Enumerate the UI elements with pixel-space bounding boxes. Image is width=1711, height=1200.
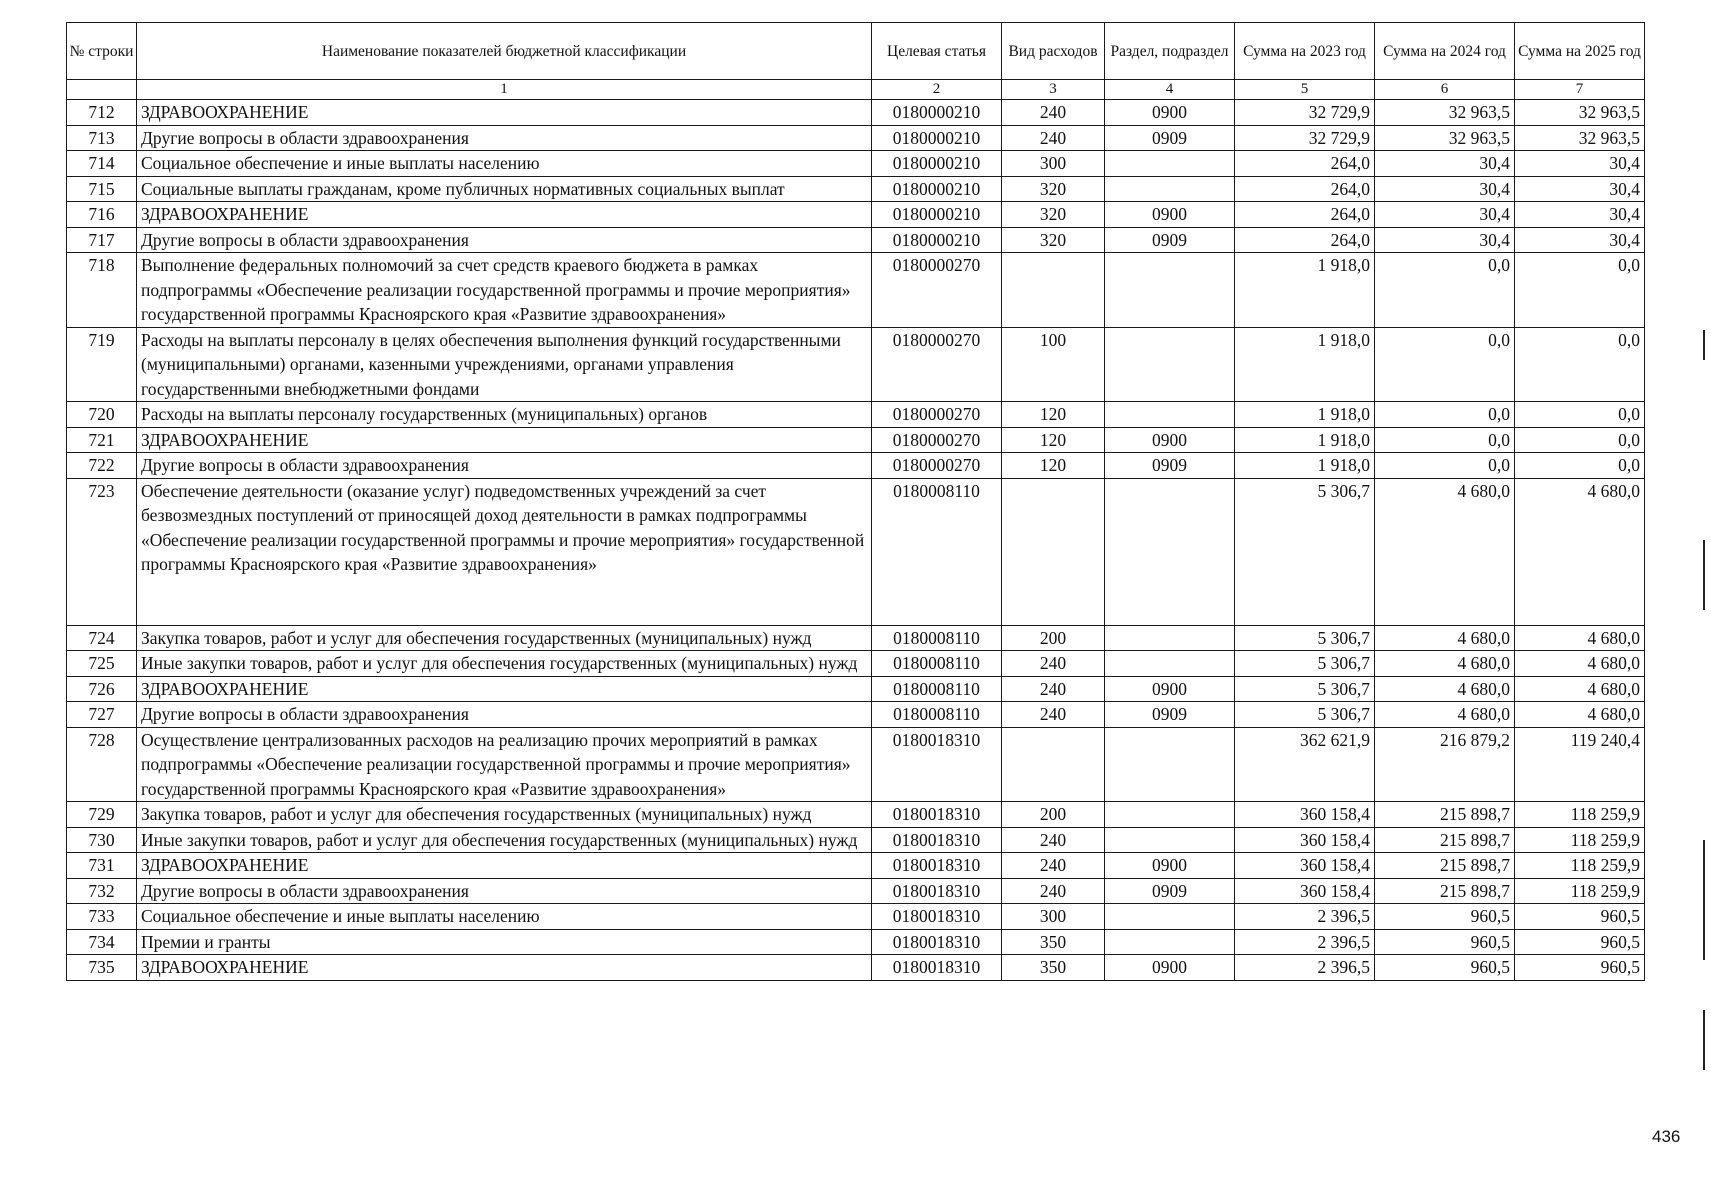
sum-2023-cell: 1 918,0 <box>1235 327 1375 402</box>
expense-type-cell: 320 <box>1002 202 1105 228</box>
sum-2024-cell: 0,0 <box>1375 402 1515 428</box>
row-number-cell: 731 <box>67 853 137 879</box>
col-number: 2 <box>872 80 1002 100</box>
section-cell: 0900 <box>1105 100 1235 126</box>
sum-2023-cell: 2 396,5 <box>1235 955 1375 981</box>
row-number-cell: 728 <box>67 727 137 802</box>
target-article-cell: 0180000270 <box>872 253 1002 328</box>
sum-2025-cell: 4 680,0 <box>1515 676 1645 702</box>
target-article-cell: 0180008110 <box>872 651 1002 677</box>
row-number-cell: 725 <box>67 651 137 677</box>
table-row <box>67 878 1645 904</box>
section-cell <box>1105 727 1235 802</box>
target-article-cell: 0180000210 <box>872 202 1002 228</box>
table-row <box>67 929 1645 955</box>
target-article-cell: 0180000210 <box>872 151 1002 177</box>
indicator-name-cell: ЗДРАВООХРАНЕНИЕ <box>137 676 872 702</box>
section-cell <box>1105 827 1235 853</box>
target-article-cell: 0180008110 <box>872 478 1002 625</box>
table-row <box>67 802 1645 828</box>
sum-2023-cell: 264,0 <box>1235 202 1375 228</box>
sum-2023-cell: 2 396,5 <box>1235 904 1375 930</box>
table-row <box>67 904 1645 930</box>
row-number-cell: 722 <box>67 453 137 479</box>
scan-edge-mark <box>1703 330 1705 360</box>
col-header-expense-type: Вид расходов <box>1002 23 1105 80</box>
target-article-cell: 0180018310 <box>872 878 1002 904</box>
sum-2023-cell: 5 306,7 <box>1235 478 1375 625</box>
target-article-cell: 0180000210 <box>872 125 1002 151</box>
sum-2024-cell: 4 680,0 <box>1375 478 1515 625</box>
target-article-cell: 0180008110 <box>872 702 1002 728</box>
column-number-row <box>67 80 1645 100</box>
sum-2023-cell: 360 158,4 <box>1235 827 1375 853</box>
row-number-cell: 732 <box>67 878 137 904</box>
sum-2024-cell: 4 680,0 <box>1375 651 1515 677</box>
section-cell: 0909 <box>1105 227 1235 253</box>
indicator-name-cell: Другие вопросы в области здравоохранения <box>137 227 872 253</box>
sum-2024-cell: 215 898,7 <box>1375 853 1515 879</box>
indicator-name-cell: Социальные выплаты гражданам, кроме публичных нормативных социальных выплат <box>137 176 872 202</box>
table-row <box>67 702 1645 728</box>
indicator-name-cell: Иные закупки товаров, работ и услуг для обеспечения государственных (муниципальных) нужд <box>137 827 872 853</box>
target-article-cell: 0180018310 <box>872 904 1002 930</box>
sum-2024-cell: 0,0 <box>1375 427 1515 453</box>
indicator-name-cell: Закупка товаров, работ и услуг для обеспечения государственных (муниципальных) нужд <box>137 802 872 828</box>
sum-2024-cell: 30,4 <box>1375 202 1515 228</box>
sum-2023-cell: 2 396,5 <box>1235 929 1375 955</box>
target-article-cell: 0180000210 <box>872 227 1002 253</box>
indicator-name-cell: Осуществление централизованных расходов на реализацию прочих мероприятий в рамках подпрограммы «Обеспечение реализации государственной программы и прочие мероприятия» государственной программы Красноярского края «Развитие здравоохранения» <box>137 727 872 802</box>
expense-type-cell: 240 <box>1002 878 1105 904</box>
section-cell <box>1105 176 1235 202</box>
target-article-cell: 0180018310 <box>872 955 1002 981</box>
col-header-row-number: № строки <box>67 23 137 80</box>
row-number-cell: 714 <box>67 151 137 177</box>
section-cell <box>1105 651 1235 677</box>
section-cell <box>1105 929 1235 955</box>
indicator-name-cell: Иные закупки товаров, работ и услуг для обеспечения государственных (муниципальных) нужд <box>137 651 872 677</box>
sum-2023-cell: 264,0 <box>1235 176 1375 202</box>
target-article-cell: 0180000270 <box>872 427 1002 453</box>
sum-2025-cell: 0,0 <box>1515 327 1645 402</box>
sum-2024-cell: 4 680,0 <box>1375 702 1515 728</box>
indicator-name-cell: Другие вопросы в области здравоохранения <box>137 702 872 728</box>
indicator-name-cell: ЗДРАВООХРАНЕНИЕ <box>137 202 872 228</box>
row-number-cell: 726 <box>67 676 137 702</box>
indicator-name-cell: Другие вопросы в области здравоохранения <box>137 125 872 151</box>
target-article-cell: 0180008110 <box>872 676 1002 702</box>
table-row <box>67 227 1645 253</box>
expense-type-cell: 240 <box>1002 651 1105 677</box>
row-number-cell: 733 <box>67 904 137 930</box>
sum-2025-cell: 119 240,4 <box>1515 727 1645 802</box>
expense-type-cell <box>1002 253 1105 328</box>
sum-2023-cell: 360 158,4 <box>1235 802 1375 828</box>
scan-edge-mark <box>1703 1010 1705 1070</box>
col-number: 5 <box>1235 80 1375 100</box>
sum-2024-cell: 0,0 <box>1375 253 1515 328</box>
row-number-cell: 721 <box>67 427 137 453</box>
table-row <box>67 151 1645 177</box>
sum-2024-cell: 960,5 <box>1375 929 1515 955</box>
row-number-cell: 715 <box>67 176 137 202</box>
expense-type-cell: 120 <box>1002 402 1105 428</box>
row-number-cell: 718 <box>67 253 137 328</box>
col-number: 1 <box>137 80 872 100</box>
sum-2025-cell: 0,0 <box>1515 453 1645 479</box>
table-row <box>67 676 1645 702</box>
col-header-section: Раздел, подраздел <box>1105 23 1235 80</box>
section-cell <box>1105 625 1235 651</box>
sum-2024-cell: 32 963,5 <box>1375 125 1515 151</box>
expense-type-cell: 200 <box>1002 625 1105 651</box>
expense-type-cell: 240 <box>1002 827 1105 853</box>
row-number-cell: 717 <box>67 227 137 253</box>
sum-2023-cell: 362 621,9 <box>1235 727 1375 802</box>
sum-2025-cell: 4 680,0 <box>1515 651 1645 677</box>
indicator-name-cell: ЗДРАВООХРАНЕНИЕ <box>137 427 872 453</box>
expense-type-cell: 240 <box>1002 676 1105 702</box>
sum-2025-cell: 960,5 <box>1515 904 1645 930</box>
sum-2023-cell: 360 158,4 <box>1235 853 1375 879</box>
indicator-name-cell: Премии и гранты <box>137 929 872 955</box>
sum-2024-cell: 30,4 <box>1375 176 1515 202</box>
sum-2025-cell: 30,4 <box>1515 202 1645 228</box>
section-cell: 0900 <box>1105 955 1235 981</box>
sum-2024-cell: 32 963,5 <box>1375 100 1515 126</box>
section-cell <box>1105 904 1235 930</box>
sum-2025-cell: 118 259,9 <box>1515 878 1645 904</box>
expense-type-cell: 120 <box>1002 453 1105 479</box>
sum-2024-cell: 0,0 <box>1375 453 1515 479</box>
indicator-name-cell: Выполнение федеральных полномочий за счет средств краевого бюджета в рамках подпрограммы «Обеспечение реализации государственной программы и прочие мероприятия» государственной программы Красноярского края «Развитие здравоохранения» <box>137 253 872 328</box>
col-header-sum-2023: Сумма на 2023 год <box>1235 23 1375 80</box>
col-header-target-article: Целевая статья <box>872 23 1002 80</box>
row-number-cell: 730 <box>67 827 137 853</box>
sum-2025-cell: 4 680,0 <box>1515 625 1645 651</box>
indicator-name-cell: Другие вопросы в области здравоохранения <box>137 878 872 904</box>
sum-2023-cell: 32 729,9 <box>1235 100 1375 126</box>
row-number-cell: 716 <box>67 202 137 228</box>
table-row <box>67 427 1645 453</box>
table-row <box>67 478 1645 625</box>
table-row <box>67 827 1645 853</box>
section-cell: 0900 <box>1105 427 1235 453</box>
target-article-cell: 0180000270 <box>872 327 1002 402</box>
row-number-cell: 713 <box>67 125 137 151</box>
sum-2024-cell: 4 680,0 <box>1375 625 1515 651</box>
target-article-cell: 0180000270 <box>872 402 1002 428</box>
indicator-name-cell: Расходы на выплаты персоналу государственных (муниципальных) органов <box>137 402 872 428</box>
col-number: 4 <box>1105 80 1235 100</box>
sum-2025-cell: 118 259,9 <box>1515 827 1645 853</box>
sum-2025-cell: 118 259,9 <box>1515 853 1645 879</box>
target-article-cell: 0180008110 <box>872 625 1002 651</box>
sum-2024-cell: 30,4 <box>1375 151 1515 177</box>
col-header-sum-2024: Сумма на 2024 год <box>1375 23 1515 80</box>
sum-2025-cell: 32 963,5 <box>1515 100 1645 126</box>
sum-2023-cell: 1 918,0 <box>1235 402 1375 428</box>
col-header-name: Наименование показателей бюджетной классификации <box>137 23 872 80</box>
sum-2025-cell: 30,4 <box>1515 227 1645 253</box>
section-cell <box>1105 478 1235 625</box>
expense-type-cell: 240 <box>1002 100 1105 126</box>
table-row <box>67 176 1645 202</box>
target-article-cell: 0180018310 <box>872 929 1002 955</box>
row-number-cell: 729 <box>67 802 137 828</box>
sum-2025-cell: 0,0 <box>1515 427 1645 453</box>
scan-edge-mark <box>1703 840 1705 960</box>
col-number: 6 <box>1375 80 1515 100</box>
sum-2025-cell: 4 680,0 <box>1515 478 1645 625</box>
sum-2023-cell: 1 918,0 <box>1235 453 1375 479</box>
row-number-cell: 720 <box>67 402 137 428</box>
sum-2025-cell: 30,4 <box>1515 176 1645 202</box>
section-cell: 0909 <box>1105 453 1235 479</box>
target-article-cell: 0180000210 <box>872 176 1002 202</box>
row-number-cell: 735 <box>67 955 137 981</box>
row-number-cell: 734 <box>67 929 137 955</box>
table-body <box>67 100 1645 981</box>
expense-type-cell: 240 <box>1002 125 1105 151</box>
section-cell <box>1105 151 1235 177</box>
sum-2025-cell: 4 680,0 <box>1515 702 1645 728</box>
budget-table <box>66 22 1645 981</box>
section-cell: 0909 <box>1105 702 1235 728</box>
sum-2025-cell: 32 963,5 <box>1515 125 1645 151</box>
section-cell: 0909 <box>1105 125 1235 151</box>
sum-2025-cell: 0,0 <box>1515 253 1645 328</box>
col-number: 3 <box>1002 80 1105 100</box>
sum-2023-cell: 360 158,4 <box>1235 878 1375 904</box>
row-number-cell: 719 <box>67 327 137 402</box>
expense-type-cell: 240 <box>1002 702 1105 728</box>
indicator-name-cell: ЗДРАВООХРАНЕНИЕ <box>137 955 872 981</box>
indicator-name-cell: Другие вопросы в области здравоохранения <box>137 453 872 479</box>
section-cell: 0909 <box>1105 878 1235 904</box>
col-number <box>67 80 137 100</box>
section-cell: 0900 <box>1105 676 1235 702</box>
sum-2025-cell: 118 259,9 <box>1515 802 1645 828</box>
section-cell <box>1105 802 1235 828</box>
table-row <box>67 453 1645 479</box>
sum-2024-cell: 215 898,7 <box>1375 827 1515 853</box>
table-row <box>67 100 1645 126</box>
section-cell <box>1105 402 1235 428</box>
table-row <box>67 125 1645 151</box>
sum-2024-cell: 4 680,0 <box>1375 676 1515 702</box>
indicator-name-cell: Социальное обеспечение и иные выплаты населению <box>137 151 872 177</box>
sum-2024-cell: 960,5 <box>1375 904 1515 930</box>
page-number: 436 <box>1652 1127 1681 1146</box>
sum-2025-cell: 960,5 <box>1515 955 1645 981</box>
row-number-cell: 727 <box>67 702 137 728</box>
indicator-name-cell: Расходы на выплаты персоналу в целях обеспечения выполнения функций государственными (муниципальными) органами, казенными учреждениями, органами управления государственными внебюджетными фондами <box>137 327 872 402</box>
section-cell <box>1105 327 1235 402</box>
row-number-cell: 723 <box>67 478 137 625</box>
table-row <box>67 402 1645 428</box>
indicator-name-cell: Закупка товаров, работ и услуг для обеспечения государственных (муниципальных) нужд <box>137 625 872 651</box>
sum-2023-cell: 5 306,7 <box>1235 702 1375 728</box>
indicator-name-cell: Обеспечение деятельности (оказание услуг) подведомственных учреждений за счет безвозмездных поступлений от приносящей доход деятельности в рамках подпрограммы «Обеспечение реализации государственной программы и прочие мероприятия» государственной программы Красноярского края «Развитие здравоохранения» <box>137 478 872 625</box>
target-article-cell: 0180018310 <box>872 727 1002 802</box>
expense-type-cell: 320 <box>1002 227 1105 253</box>
sum-2023-cell: 5 306,7 <box>1235 651 1375 677</box>
indicator-name-cell: ЗДРАВООХРАНЕНИЕ <box>137 853 872 879</box>
expense-type-cell <box>1002 478 1105 625</box>
sum-2023-cell: 5 306,7 <box>1235 625 1375 651</box>
table-row <box>67 727 1645 802</box>
indicator-name-cell: ЗДРАВООХРАНЕНИЕ <box>137 100 872 126</box>
row-number-cell: 724 <box>67 625 137 651</box>
sum-2024-cell: 216 879,2 <box>1375 727 1515 802</box>
table-row <box>67 202 1645 228</box>
row-number-cell: 712 <box>67 100 137 126</box>
section-cell: 0900 <box>1105 853 1235 879</box>
sum-2023-cell: 1 918,0 <box>1235 253 1375 328</box>
header-row <box>67 23 1645 80</box>
col-number: 7 <box>1515 80 1645 100</box>
expense-type-cell: 350 <box>1002 929 1105 955</box>
expense-type-cell: 300 <box>1002 904 1105 930</box>
sum-2024-cell: 960,5 <box>1375 955 1515 981</box>
sum-2024-cell: 215 898,7 <box>1375 802 1515 828</box>
section-cell <box>1105 253 1235 328</box>
expense-type-cell: 350 <box>1002 955 1105 981</box>
target-article-cell: 0180000270 <box>872 453 1002 479</box>
table-row <box>67 955 1645 981</box>
sum-2025-cell: 30,4 <box>1515 151 1645 177</box>
expense-type-cell: 100 <box>1002 327 1105 402</box>
section-cell: 0900 <box>1105 202 1235 228</box>
sum-2024-cell: 30,4 <box>1375 227 1515 253</box>
indicator-name-cell: Социальное обеспечение и иные выплаты населению <box>137 904 872 930</box>
target-article-cell: 0180018310 <box>872 827 1002 853</box>
expense-type-cell: 240 <box>1002 853 1105 879</box>
table-row <box>67 651 1645 677</box>
table-row <box>67 253 1645 328</box>
sum-2025-cell: 960,5 <box>1515 929 1645 955</box>
sum-2023-cell: 32 729,9 <box>1235 125 1375 151</box>
expense-type-cell: 320 <box>1002 176 1105 202</box>
expense-type-cell <box>1002 727 1105 802</box>
sum-2023-cell: 264,0 <box>1235 151 1375 177</box>
sum-2023-cell: 264,0 <box>1235 227 1375 253</box>
target-article-cell: 0180018310 <box>872 853 1002 879</box>
target-article-cell: 0180018310 <box>872 802 1002 828</box>
col-header-sum-2025: Сумма на 2025 год <box>1515 23 1645 80</box>
sum-2023-cell: 5 306,7 <box>1235 676 1375 702</box>
sum-2024-cell: 215 898,7 <box>1375 878 1515 904</box>
scan-edge-mark <box>1703 540 1705 610</box>
table-row <box>67 327 1645 402</box>
sum-2023-cell: 1 918,0 <box>1235 427 1375 453</box>
expense-type-cell: 200 <box>1002 802 1105 828</box>
table-row <box>67 853 1645 879</box>
expense-type-cell: 120 <box>1002 427 1105 453</box>
sum-2025-cell: 0,0 <box>1515 402 1645 428</box>
target-article-cell: 0180000210 <box>872 100 1002 126</box>
table-row <box>67 625 1645 651</box>
expense-type-cell: 300 <box>1002 151 1105 177</box>
sum-2024-cell: 0,0 <box>1375 327 1515 402</box>
